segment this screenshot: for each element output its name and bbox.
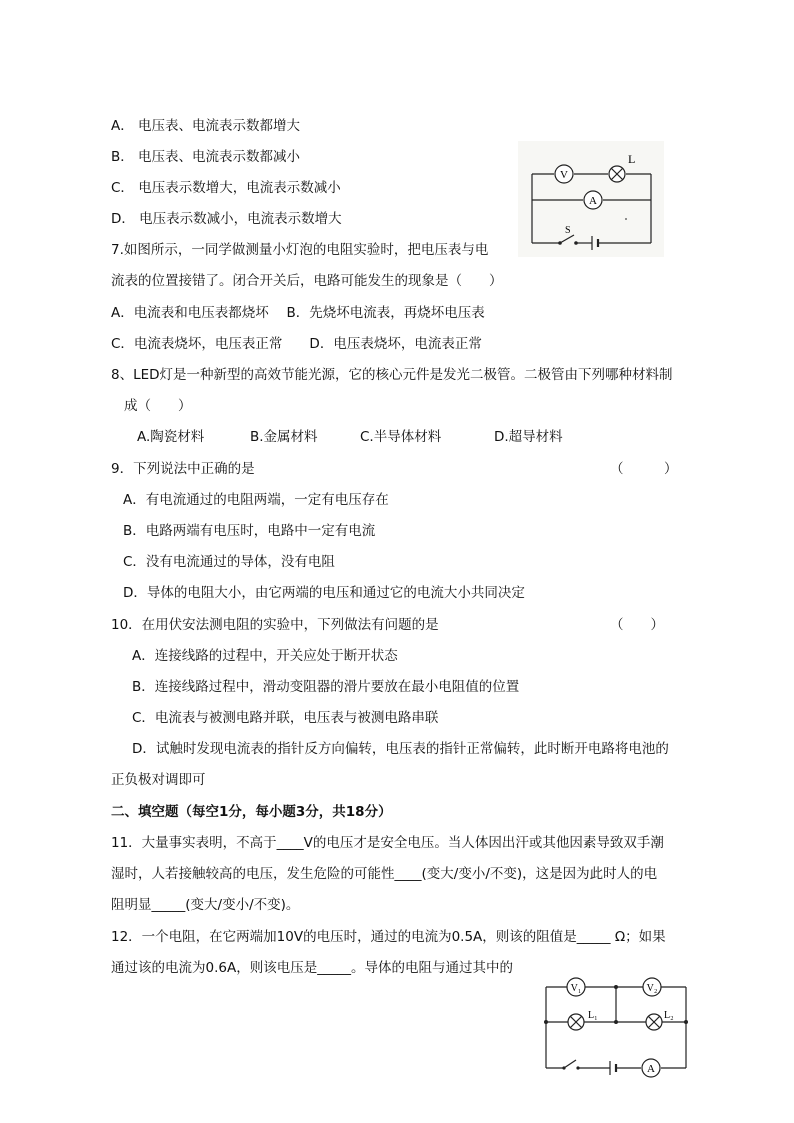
q10-option-c: C．电流表与被测电路并联，电压表与被测电路串联 <box>132 710 439 726</box>
l1-label: L₁ <box>588 1010 598 1021</box>
switch-label: S <box>565 225 571 236</box>
circuit-diagram-2 <box>538 972 694 1084</box>
q9-option-a: A．有电流通过的电阻两端，一定有电压存在 <box>123 492 389 508</box>
q6-option-c: C． 电压表示数增大，电流表示数减小 <box>111 180 341 196</box>
ammeter-label: A <box>589 195 597 207</box>
l2-label: L₂ <box>664 1010 674 1021</box>
q10-option-b: B．连接线路过程中，滑动变阻器的滑片要放在最小电阻值的位置 <box>132 679 520 695</box>
q9-stem: 9．下列说法中正确的是 <box>111 461 255 477</box>
q8-option-c: C.半导体材料 <box>360 429 442 445</box>
lamp-label: L <box>628 152 636 166</box>
q8-option-d: D.超导材料 <box>494 429 563 445</box>
q7-options-line2: C．电流表烧坏，电压表正常 D．电压表烧坏，电流表正常 <box>111 336 482 352</box>
v2-label: V₂ <box>646 983 658 994</box>
q10-stem: 10．在用伏安法测电阻的实验中，下列做法有问题的是 <box>111 617 439 633</box>
q10-option-d: D．试触时发现电流表的指针反方向偏转，电压表的指针正常偏转，此时断开电路将电池的 <box>132 741 669 757</box>
q8-option-a: A.陶瓷材料 <box>137 429 205 445</box>
q11-line1: 11．大量事实表明，不高于____V的电压才是安全电压。当人体因出汗或其他因素导致双手潮 <box>111 835 664 851</box>
q6-option-d: D． 电压表示数减小，电流表示数增大 <box>111 211 342 227</box>
q8-stem-line2: 成（ ） <box>124 398 192 414</box>
q8-option-b: B.金属材料 <box>250 429 318 445</box>
q11-line2: 湿时，人若接触较高的电压，发生危险的可能性____(变大/变小/不变)，这是因为此时人的电 <box>111 866 658 882</box>
ammeter-label: A <box>647 1063 655 1075</box>
q9-answer-paren: （ ） <box>610 461 678 477</box>
q12-line1: 12．一个电阻，在它两端加10V的电压时，通过的电流为0.5A，则该的阻值是_____ Ω；如果 <box>111 929 666 945</box>
q10-option-a: A．连接线路的过程中，开关应处于断开状态 <box>132 648 398 664</box>
q10-option-d-continued: 正负极对调即可 <box>111 772 206 788</box>
q8-stem-line1: 8、LED灯是一种新型的高效节能光源，它的核心元件是发光二极管。二极管由下列哪种材料制 <box>111 367 673 383</box>
q9-option-c: C．没有电流通过的导体，没有电阻 <box>123 554 335 570</box>
voltmeter-label: V <box>560 169 568 181</box>
circuit-diagram-1 <box>518 141 664 257</box>
q7-stem-line1: 7.如图所示，一同学做测量小灯泡的电阻实验时，把电压表与电 <box>111 242 489 258</box>
q10-answer-paren: （ ） <box>610 617 664 633</box>
q9-option-b: B．电路两端有电压时，电路中一定有电流 <box>123 523 376 539</box>
q11-line3: 阻明显_____(变大/变小/不变)。 <box>111 897 300 913</box>
q6-option-b: B． 电压表、电流表示数都减小 <box>111 149 301 165</box>
q7-stem-line2: 流表的位置接错了。闭合开关后，电路可能发生的现象是（ ） <box>111 273 503 289</box>
v1-label: V₁ <box>570 983 582 994</box>
q7-options-line1: A．电流表和电压表都烧坏 B．先烧坏电流表，再烧坏电压表 <box>111 305 485 321</box>
q6-option-a: A． 电压表、电流表示数都增大 <box>111 118 301 134</box>
q9-option-d: D．导体的电阻大小，由它两端的电压和通过它的电流大小共同决定 <box>123 585 525 601</box>
section2-title: 二、填空题（每空1分，每小题3分，共18分） <box>111 804 392 820</box>
q12-line2: 通过该的电流为0.6A，则该电压是_____。导体的电阻与通过其中的 <box>111 960 513 976</box>
